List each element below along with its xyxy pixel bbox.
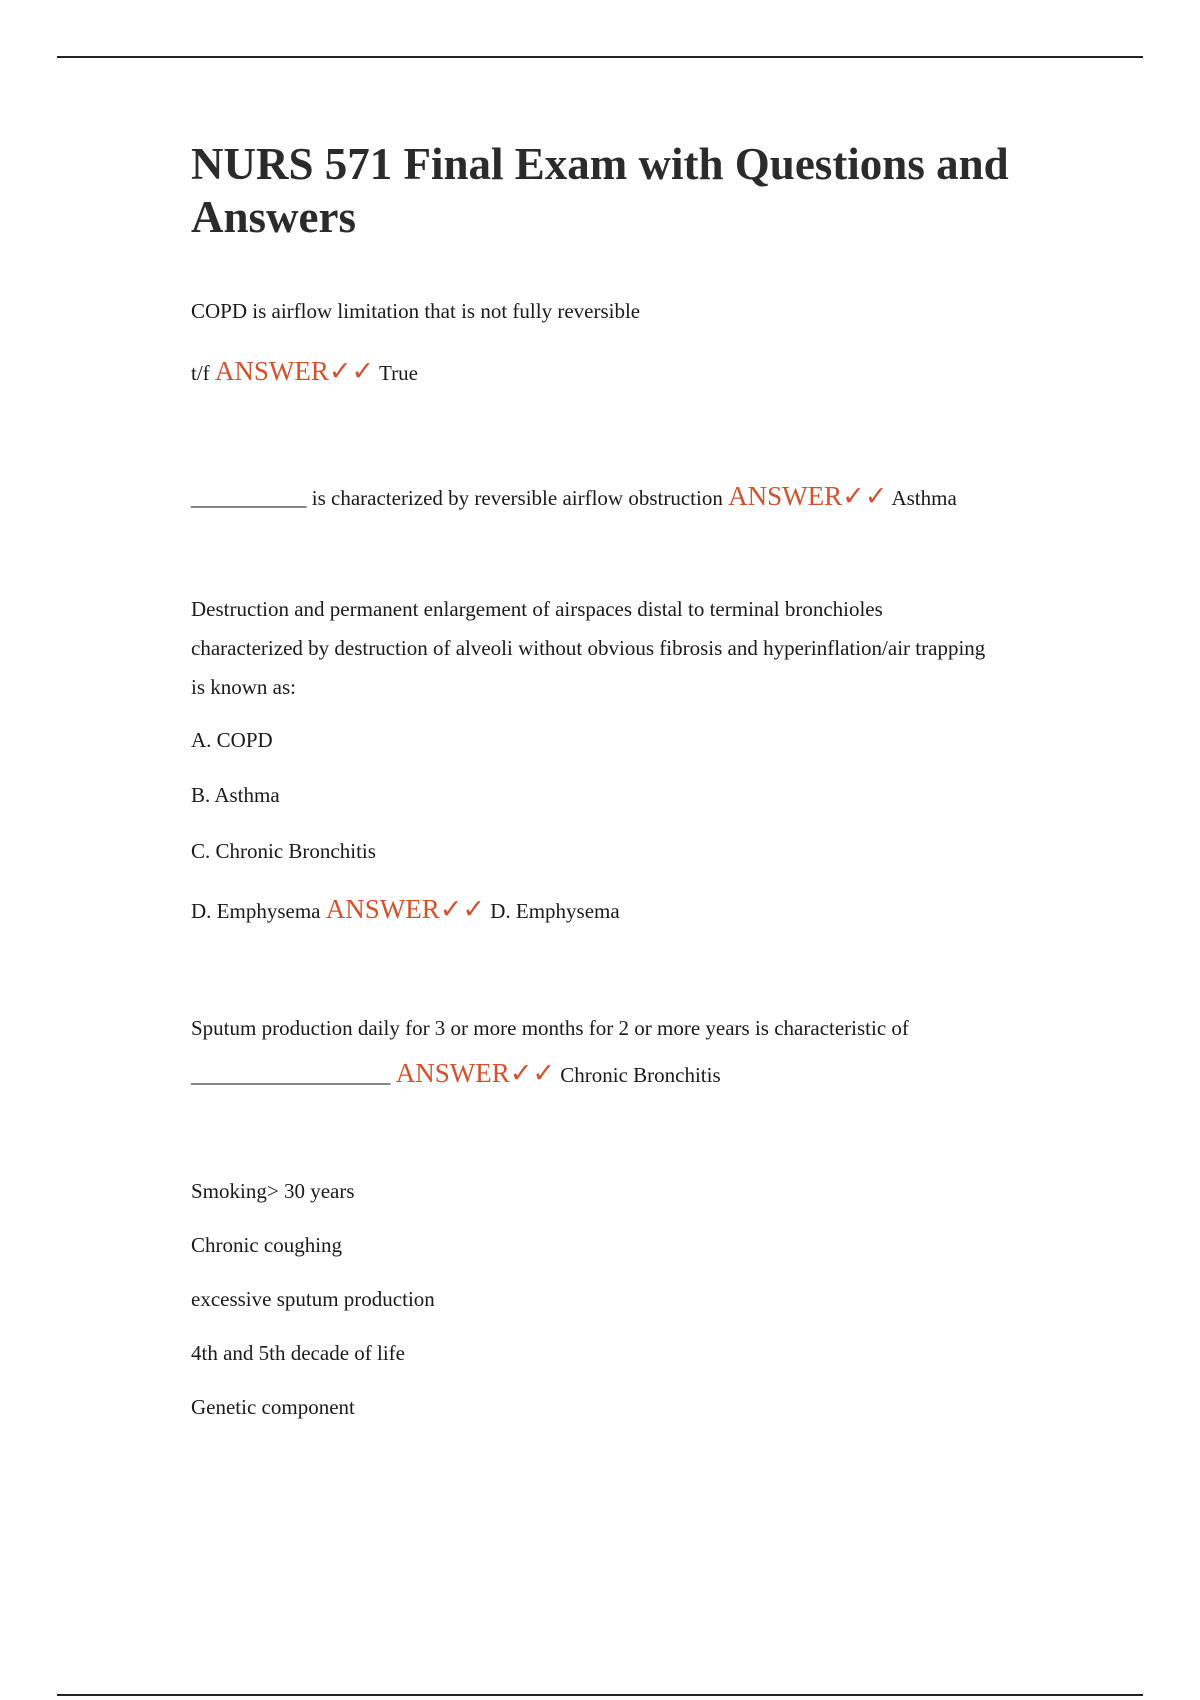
top-rule	[57, 56, 1143, 58]
q2-line	[191, 483, 957, 511]
q1-prefix: t/f	[191, 361, 210, 385]
q1-answer-line	[191, 358, 418, 386]
bottom-rule	[57, 1694, 1143, 1696]
q4-blank: ___________________	[191, 1063, 391, 1087]
q4-answer-line	[191, 1060, 721, 1088]
document-page	[191, 138, 1051, 1419]
answer-tag: ANSWER✓✓	[325, 894, 485, 924]
answer-tag: ANSWER✓✓	[395, 1058, 555, 1088]
q3-option-d: D. Emphysema	[191, 899, 321, 923]
q3-option-c: C. Chronic Bronchitis	[191, 839, 376, 863]
q3-option-b: B. Asthma	[191, 783, 280, 807]
q4-question: Sputum production daily for 3 or more months for 2 or more years is characteristic of	[191, 1016, 909, 1040]
q4-answer: Chronic Bronchitis	[560, 1063, 721, 1087]
q5-line: excessive sputum production	[191, 1287, 435, 1311]
q5-line: Genetic component	[191, 1395, 355, 1419]
q2-blank: ___________	[191, 486, 307, 510]
q3-answer: D. Emphysema	[490, 899, 620, 923]
answer-tag: ANSWER✓✓	[728, 481, 888, 511]
q1-answer: True	[379, 361, 418, 385]
q5-line: Chronic coughing	[191, 1233, 343, 1257]
q5-line: 4th and 5th decade of life	[191, 1341, 405, 1365]
q3-answer-line	[191, 896, 620, 924]
answer-tag: ANSWER✓✓	[214, 356, 375, 386]
q2-question: is characterized by reversible airflow obstruction	[311, 486, 723, 510]
q5-line: Smoking> 30 years	[191, 1179, 355, 1203]
q2-answer: Asthma	[891, 486, 957, 510]
q3-option-a: A. COPD	[191, 728, 273, 752]
q3-question: Destruction and permanent enlargement of airspaces distal to terminal bronchioles characterized by destruction of alveoli without obvious fibrosis and hyperinflation/air trapping is known as:	[191, 597, 986, 699]
page-title: NURS 571 Final Exam with Questions and Answers	[191, 139, 1009, 242]
q1-question: COPD is airflow limitation that is not fully reversible	[191, 299, 641, 323]
